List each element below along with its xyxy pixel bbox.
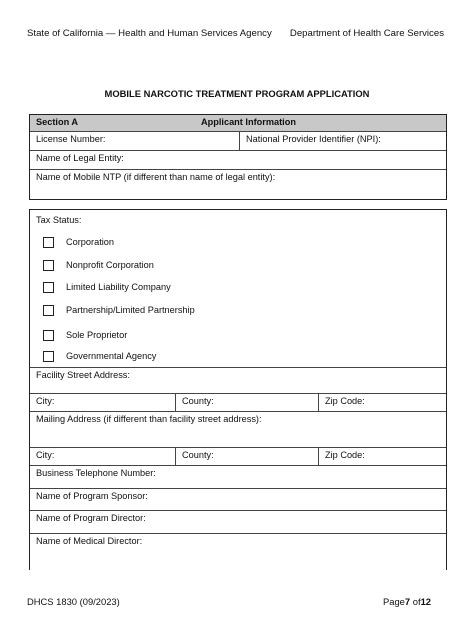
option-label: Partnership/Limited Partnership <box>66 305 195 315</box>
mailing-county-field[interactable]: County: <box>175 448 318 465</box>
business-phone-field[interactable] <box>30 466 446 489</box>
tax-option-llc[interactable] <box>43 280 171 294</box>
checkbox[interactable] <box>43 330 54 341</box>
facility-city-county-zip-row <box>30 394 446 412</box>
tax-option-governmental[interactable] <box>43 349 156 363</box>
facility-city-field[interactable]: City: <box>36 396 55 406</box>
facility-zip-field[interactable]: Zip Code: <box>318 394 446 411</box>
section-label: Section A <box>36 117 79 127</box>
program-director-label: Name of Program Director: <box>36 513 146 523</box>
checkbox[interactable] <box>43 282 54 293</box>
program-sponsor-field[interactable] <box>30 489 446 511</box>
mailing-address-field[interactable] <box>30 412 446 448</box>
section-title: Applicant Information <box>201 117 296 127</box>
medical-director-label: Name of Medical Director: <box>36 536 143 546</box>
facility-street-label: Facility Street Address: <box>36 370 130 380</box>
tax-status-block <box>30 210 446 368</box>
document-title: MOBILE NARCOTIC TREATMENT PROGRAM APPLICATION <box>104 88 370 99</box>
medical-director-field[interactable] <box>30 534 446 571</box>
license-npi-row <box>30 132 446 151</box>
page-word: Page <box>383 596 405 607</box>
checkbox[interactable] <box>43 260 54 271</box>
page-number: 7 <box>404 596 411 607</box>
checkbox[interactable] <box>43 305 54 316</box>
business-phone-label: Business Telephone Number: <box>36 468 156 478</box>
mobile-ntp-name-field[interactable] <box>30 170 446 199</box>
tax-option-partnership[interactable] <box>43 303 195 317</box>
legal-entity-label: Name of Legal Entity: <box>36 153 124 163</box>
tax-address-table <box>29 209 447 570</box>
npi-field[interactable]: National Provider Identifier (NPI): <box>239 132 446 150</box>
mailing-city-county-zip-row <box>30 448 446 466</box>
option-label: Sole Proprietor <box>66 330 128 340</box>
checkbox[interactable] <box>43 237 54 248</box>
facility-street-field[interactable] <box>30 368 446 394</box>
facility-county-field[interactable]: County: <box>175 394 318 411</box>
section-a-table <box>29 114 447 200</box>
tax-option-nonprofit[interactable] <box>43 258 154 272</box>
legal-entity-field[interactable] <box>30 151 446 170</box>
section-a-header <box>30 115 446 132</box>
mailing-city-field[interactable]: City: <box>36 450 55 460</box>
page-total: 12 <box>420 596 431 607</box>
mailing-zip-field[interactable]: Zip Code: <box>318 448 446 465</box>
department-header: Department of Health Care Services <box>289 28 444 39</box>
form-id: DHCS 1830 (09/2023) <box>27 596 120 607</box>
option-label: Limited Liability Company <box>66 282 171 292</box>
tax-option-sole-proprietor[interactable] <box>43 328 127 342</box>
mobile-ntp-label: Name of Mobile NTP (if different than name of legal entity): <box>36 172 276 182</box>
option-label: Corporation <box>66 237 115 247</box>
option-label: Nonprofit Corporation <box>66 260 154 270</box>
checkbox[interactable] <box>43 351 54 362</box>
program-sponsor-label: Name of Program Sponsor: <box>36 491 148 501</box>
agency-header: State of California — Health and Human Services Agency <box>27 28 272 39</box>
tax-option-corporation[interactable] <box>43 235 114 249</box>
tax-status-label: Tax Status: <box>36 215 82 225</box>
of-word: of <box>412 596 421 607</box>
page-indicator <box>383 596 431 607</box>
option-label: Governmental Agency <box>66 351 157 361</box>
license-number-field[interactable]: License Number: <box>36 134 106 144</box>
program-director-field[interactable] <box>30 511 446 534</box>
mailing-address-label: Mailing Address (if different than facility street address): <box>36 414 262 424</box>
